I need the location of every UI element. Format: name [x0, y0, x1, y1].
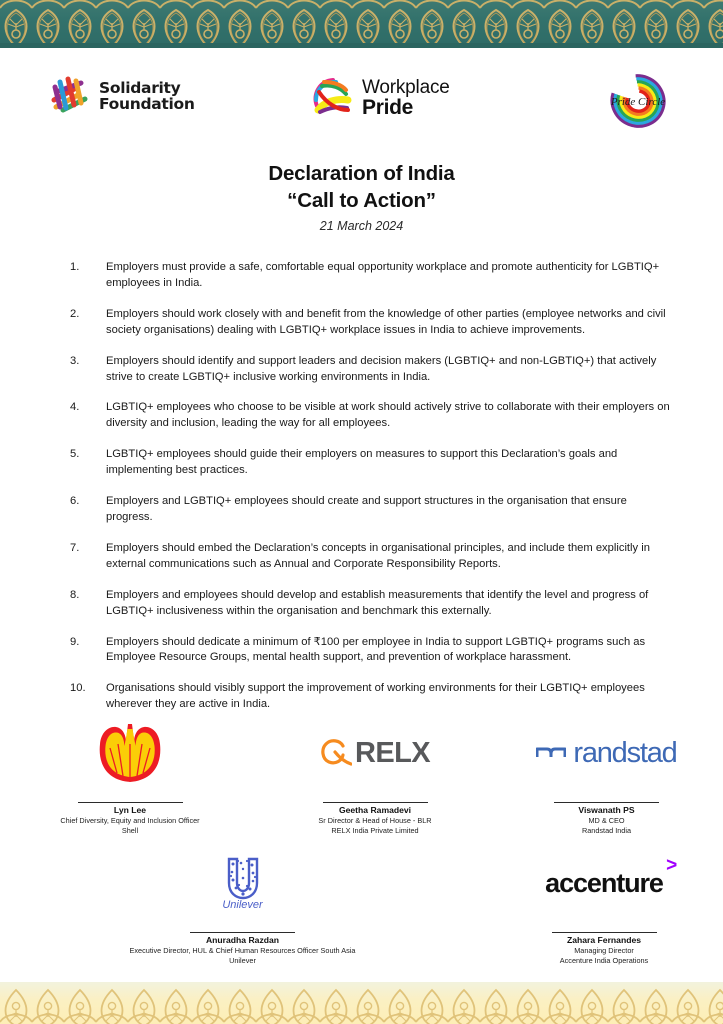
signatory-name: Anuradha Razdan — [205, 935, 280, 945]
clause-item — [70, 635, 670, 667]
relx-logo — [320, 722, 430, 784]
workplace-line2: Pride — [362, 95, 414, 119]
clause-item — [70, 307, 670, 339]
clause-number: 6. — [70, 495, 80, 508]
workplace-pride-logo — [308, 72, 450, 123]
clause-number: 7. — [70, 541, 80, 554]
border-motif-pattern-top — [0, 0, 723, 48]
randstad-symbol-icon — [536, 743, 566, 763]
border-bottom-band-top — [0, 43, 723, 48]
signatory-role: Chief Diversity, Equity and Inclusion Officer — [60, 816, 200, 826]
accenture-logo — [545, 852, 677, 914]
signature-line — [78, 802, 183, 803]
accenture-text: accenture — [545, 867, 663, 898]
workplace-line1: Workplace — [362, 76, 450, 98]
signatory-role: Managing Director — [574, 946, 634, 956]
declaration-clause-list — [70, 260, 670, 728]
solidarity-line2: Foundation — [99, 94, 195, 113]
clause-number: 8. — [70, 588, 80, 601]
relx-symbol-icon — [320, 738, 352, 768]
clause-text: LGBTIQ+ employees should guide their employers on measures to support this Declaration’s goals and implementing best practices. — [106, 448, 618, 477]
signatory-block-relx — [260, 722, 490, 835]
randstad-logo — [536, 722, 676, 784]
clause-number: 10. — [70, 682, 86, 695]
signatory-role: MD & CEO — [588, 816, 625, 826]
pride-circle-logo — [604, 70, 672, 137]
clause-number: 9. — [70, 635, 80, 648]
clause-text: LGBTIQ+ employees who choose to be visible at work should actively strive to collaborate with their employers on diversity and inclusion, leading the way for all employees. — [106, 401, 670, 430]
clause-item — [70, 447, 670, 479]
signatory-name: Zahara Fernandes — [566, 935, 642, 945]
clause-text: Employers must provide a safe, comfortable equal opportunity workplace and promote authenticity for LGBTIQ+ employees in India. — [106, 261, 660, 289]
clause-item — [70, 494, 670, 526]
signatory-block-randstad — [490, 722, 723, 835]
clause-item — [70, 588, 670, 620]
accenture-greater-than-icon: > — [666, 854, 677, 876]
clause-text: Organisations should visibly support the improvement of working environments for their LGBTIQ+ employees wherever they are active in India. — [106, 682, 645, 711]
clause-item — [70, 681, 670, 713]
signatory-org: RELX India Private Limited — [331, 825, 419, 835]
signatory-name: Viswanath PS — [578, 805, 635, 815]
signatory-row-1 — [0, 722, 723, 835]
unilever-wordmark: Unilever — [222, 898, 263, 911]
workplace-pride-icon — [308, 72, 354, 123]
decorative-border-top — [0, 0, 723, 48]
clause-text: Employers should dedicate a minimum of ₹100 per employee in India to support LGBTIQ+ programs such as Employee Resource Groups, mental health support, and prevention of workplace harassment. — [106, 635, 646, 664]
page-title — [0, 160, 723, 214]
pride-circle-label: Pride Circle — [610, 96, 666, 108]
randstad-wordmark — [536, 737, 676, 770]
accenture-wordmark — [545, 854, 677, 899]
solidarity-foundation-wordmark — [99, 78, 195, 113]
workplace-pride-wordmark — [362, 78, 450, 118]
signatory-name: Geetha Ramadevi — [338, 805, 412, 815]
clause-text: Employers should embed the Declaration’s concepts in organisational principles, and include them explicitly in external communications such as Annual and Corporate Responsibility Reports. — [106, 541, 650, 570]
signature-line — [323, 802, 428, 803]
clause-text: Employers should work closely with and benefit from the knowledge of other parties (employee networks and civil society organisations) dealing with LGBTIQ+ workplace issues in India to achieve improvements. — [106, 307, 666, 336]
clause-number: 3. — [70, 354, 80, 367]
clause-text: Employers and LGBTIQ+ employees should create and support structures in the organisation that ensure progress. — [106, 495, 627, 523]
signatory-org: Randstad India — [581, 825, 632, 835]
solidarity-foundation-logo — [50, 74, 195, 119]
unilever-u-icon — [219, 856, 267, 902]
signatory-org: Unilever — [229, 955, 256, 965]
document-date: 21 March 2024 — [319, 219, 404, 233]
signatory-role: Sr Director & Head of House - BLR — [318, 816, 432, 826]
title-line-1: Declaration of India — [268, 162, 455, 185]
signatory-block-unilever — [0, 852, 485, 965]
signatory-row-2 — [0, 852, 723, 965]
clause-number: 5. — [70, 448, 80, 461]
signatory-block-shell — [0, 722, 260, 835]
signatory-org: Accenture India Operations — [559, 955, 649, 965]
signatory-name: Lyn Lee — [113, 805, 147, 815]
solidarity-foundation-icon — [50, 74, 92, 119]
clause-item — [70, 541, 670, 573]
shell-logo — [97, 722, 163, 784]
signatory-org: Shell — [121, 825, 139, 835]
unilever-logo — [219, 852, 267, 914]
randstad-text: randstad — [573, 736, 677, 769]
clause-number: 1. — [70, 261, 80, 273]
clause-text: Employers should identify and support leaders and decision makers (LGBTIQ+ and non-LGBTIQ+) that actively strive to create LGBTIQ+ inclusive working environments in India. — [106, 354, 657, 383]
border-motif-pattern-bottom — [0, 982, 723, 1024]
clause-number: 4. — [70, 401, 80, 414]
clause-item — [70, 354, 670, 386]
clause-text: Employers and employees should develop and establish measurements that identify the level and progress of LGBTIQ+ inclusiveness within the organisation and benchmark this externally. — [106, 588, 649, 617]
signature-line — [554, 802, 659, 803]
signature-line — [190, 932, 295, 933]
signature-line — [552, 932, 657, 933]
header-logo-bar — [0, 70, 723, 132]
clause-item — [70, 260, 670, 292]
relx-text: RELX — [355, 736, 430, 769]
relx-wordmark — [320, 737, 430, 770]
signatory-role: Executive Director, HUL & Chief Human Resources Officer South Asia — [129, 946, 356, 956]
clause-item — [70, 400, 670, 432]
decorative-border-bottom — [0, 982, 723, 1024]
clause-number: 2. — [70, 307, 80, 320]
solidarity-line1: Solidarity — [99, 78, 181, 97]
title-line-2: “Call to Action” — [287, 189, 436, 213]
signatory-block-accenture — [485, 852, 723, 965]
